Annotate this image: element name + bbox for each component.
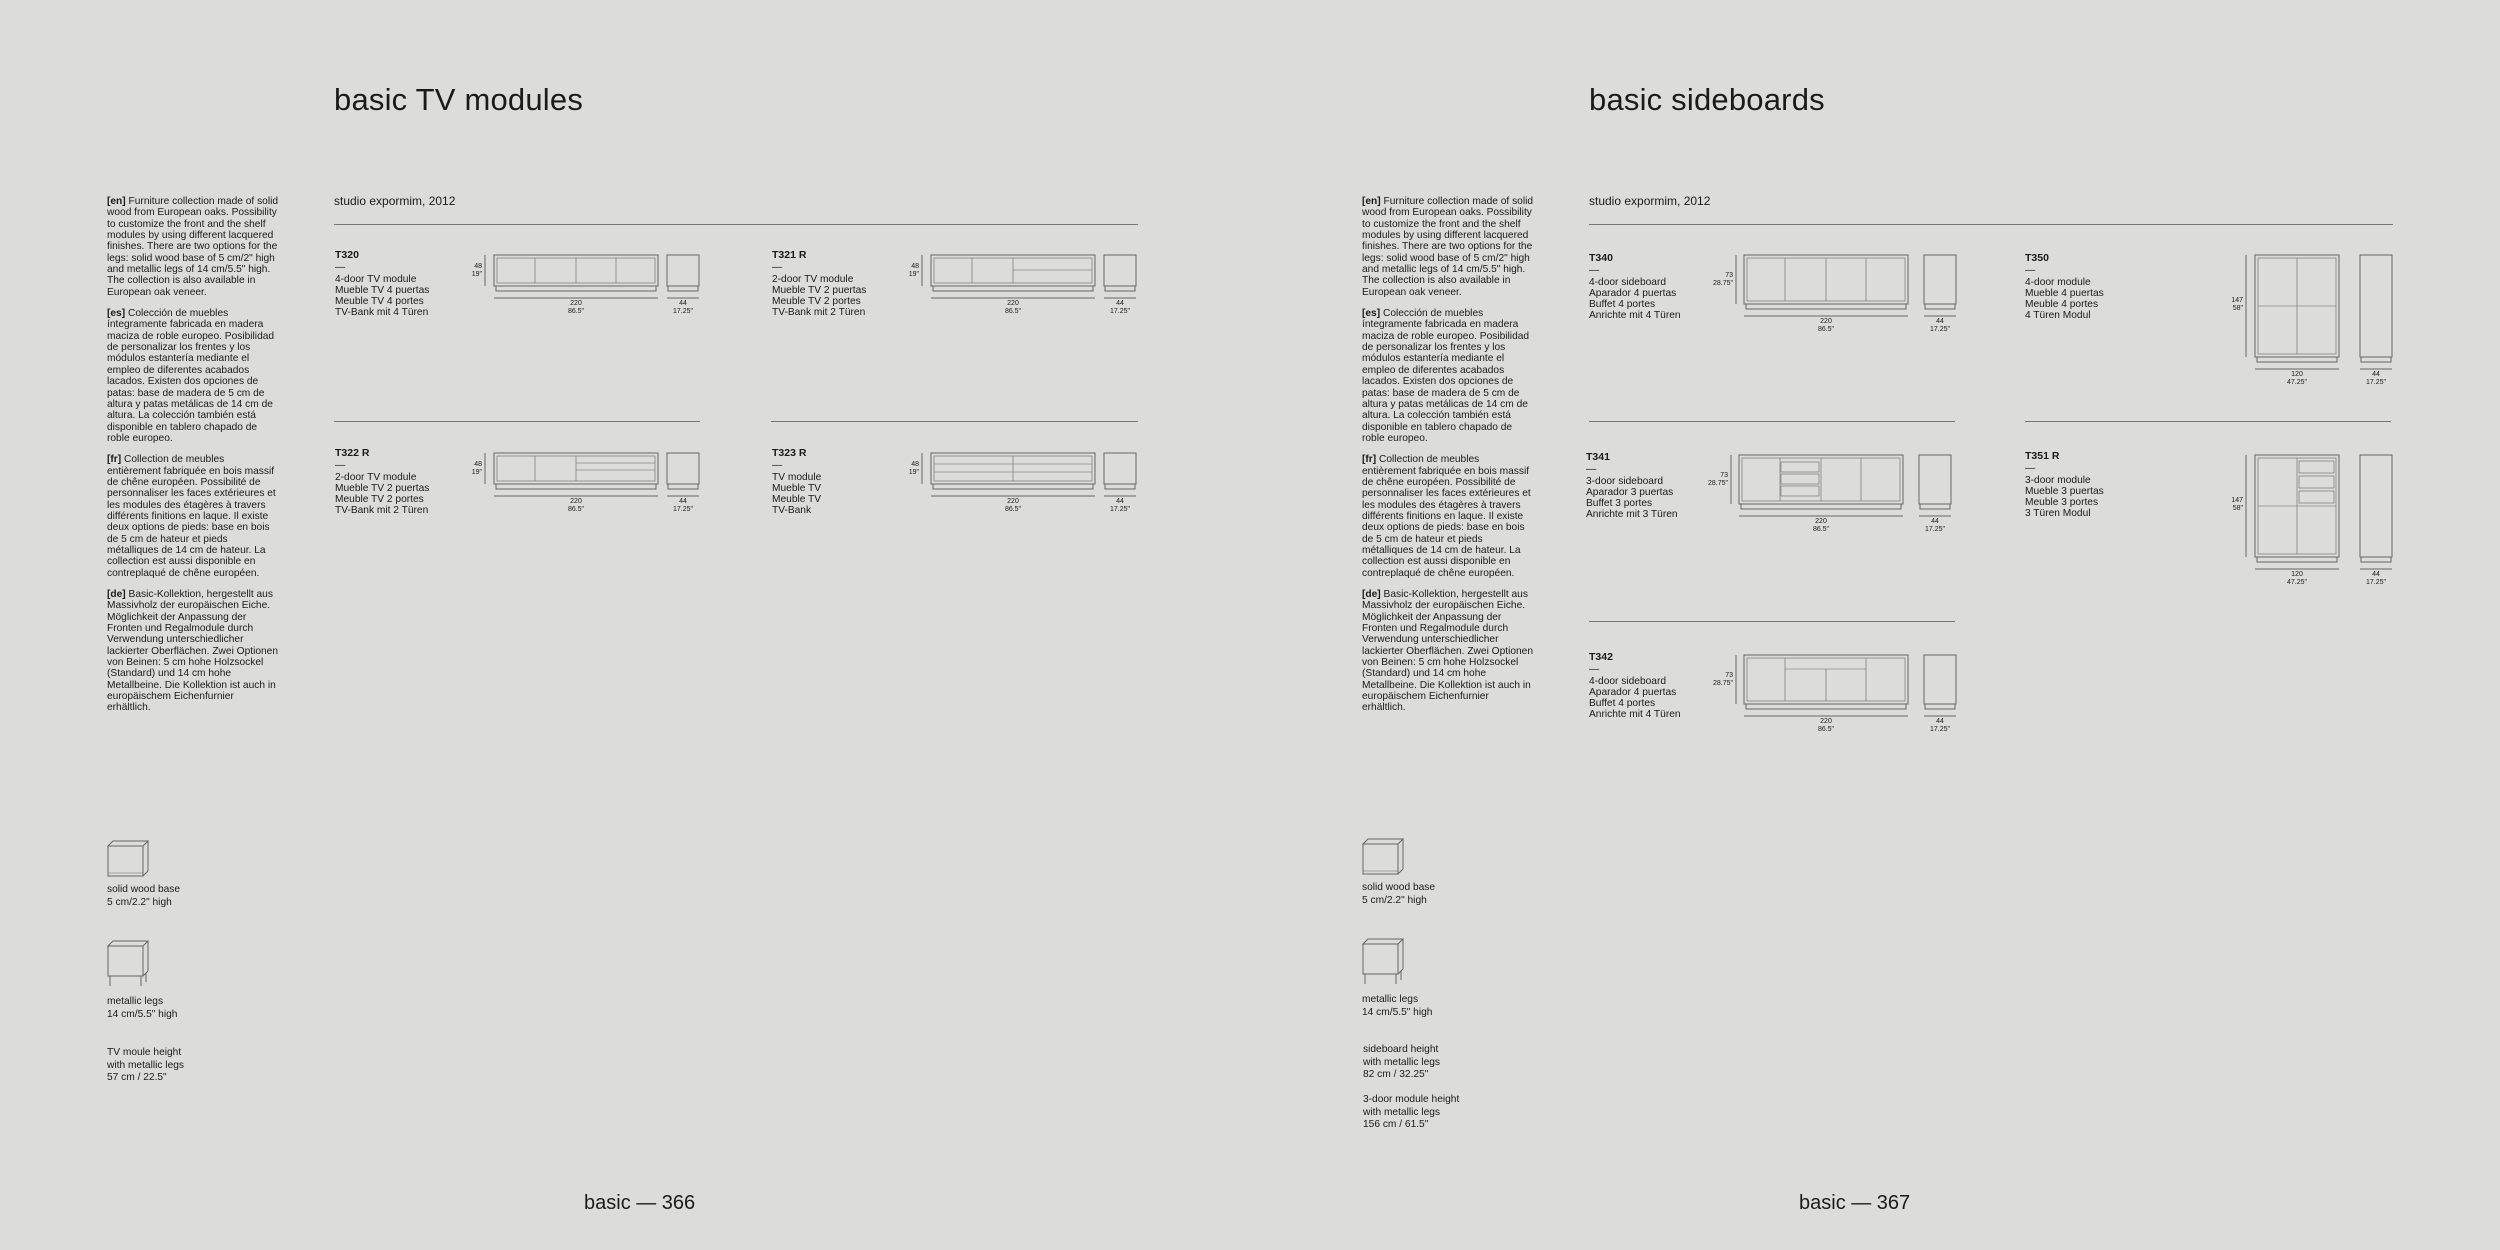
module-name-es: Aparador 4 puertas [1589,686,1677,698]
module-name-fr: Meuble TV 4 portes [335,296,424,308]
width-dimension: 220 86.5" [1004,498,1022,513]
module-name-de: 3 Türen Modul [2025,508,2091,520]
module-name-en: 4-door sideboard [1589,675,1667,687]
module-name-es: Mueble TV 4 puertas [335,284,430,296]
module-name-de: TV-Bank mit 2 Türen [772,307,866,319]
module-t323r-info [772,448,821,517]
collection-description [1362,196,1534,724]
module-name-en: 3-door sideboard [1586,475,1664,487]
module-dash: — [772,460,783,472]
module-dash: — [335,460,346,472]
module-height-note: 3-door module height with metallic legs 156 cm / 61.5" [1363,1094,1460,1130]
module-name-fr: Meuble 3 portes [2025,497,2099,509]
section-divider [1589,224,2393,225]
description-en: [en] Furniture collection made of solid wood from European oaks. Possibility to customize the front and the shelf modules by using different lacquered finishes. There are two options for the legs: solid wood base of 5 cm/2" high and metallic legs of 14 cm/5.5" high. The collection is also available in European oak veneer. [107,196,279,298]
module-dash: — [1589,265,1600,277]
depth-dimension: 44 17.25" [1929,318,1950,333]
module-dash: — [2025,265,2036,277]
height-dimension: 147 58" [2231,497,2243,512]
description-en: [en] Furniture collection made of solid wood from European oaks. Possibility to customize the front and the shelf modules by using different lacquered finishes. There are two options for the legs: solid wood base of 5 cm/2" high and metallic legs of 14 cm/5.5" high. The collection is also available in European oak veneer. [1362,196,1534,298]
module-name-fr: Buffet 4 portes [1589,698,1656,710]
wood-base-icon [1362,836,1404,885]
description-de: [de] Basic-Kollektion, hergestellt aus Massivholz der europäischen Eiche. Möglichkeit der Anpassung der Fronten und Regalmodule durch Verwendung unterschiedlicher lackierter Oberflächen. Zwei Optionen von Beinen: 5 cm hohe Holzsockel (Standard) und 14 cm hohe Metallbeine. Die Kollektion ist auch in europäischem Eichenfurnier erhältlich. [107,589,279,714]
module-name-en: TV module [772,471,822,483]
module-dash: — [1586,464,1597,476]
description-fr: [fr] Collection de meubles entièrement fabriquée en bois massif de chêne européen. Possibilité de personnaliser les faces extérieures et les modules des étagères à travers différents finitions en laque. Il existe deux options de pieds: base en bois de 5 cm de hateur et pieds métalliques de 14 cm de hateur. La collection est aussi disponible en contreplaqué de chêne européen. [1362,454,1531,579]
description-es: [es] Colección de muebles íntegramente fabricada en madera maciza de roble europeo. Posibilidad de personalizar los frentes y los módulos estantería mediante el empleo de diferentes acabados lacados. Existen dos opciones de patas: base de madera de 5 cm de altura y patas metálicas de 14 cm de altura. La colección también está disponible en tablero chapado de roble europeo. [107,308,275,444]
depth-dimension: 44 17.25" [1929,718,1950,733]
module-code: T322 R [335,447,370,459]
module-t322r-drawing [470,450,710,520]
module-dash: — [2025,463,2036,475]
module-t320-info [335,250,429,319]
height-dimension: 48 19" [908,461,919,476]
wood-base-label: solid wood base 5 cm/2.2" high [107,884,181,908]
module-name-de: Anrichte mit 4 Türen [1589,709,1681,721]
module-name-de: TV-Bank mit 4 Türen [335,307,429,319]
module-code: T323 R [772,447,807,459]
depth-dimension: 44 17.25" [1924,518,1945,533]
height-dimension: 73 28.75" [1712,272,1733,287]
module-name-es: Mueble TV [772,482,822,494]
module-name-es: Mueble TV 2 puertas [772,284,867,296]
depth-dimension: 44 17.25" [1109,300,1130,315]
module-name-de: Anrichte mit 4 Türen [1589,310,1681,322]
module-dash: — [772,262,783,274]
wood-base-icon [107,838,149,887]
module-t322r-info [335,448,429,517]
module-t342-drawing [1712,652,1970,742]
height-dimension: 73 28.75" [1707,472,1728,487]
module-code: T351 R [2025,450,2060,462]
page-title-tv-modules: basic TV modules [334,82,584,117]
description-fr: [fr] Collection de meubles entièrement fabriquée en bois massif de chêne européen. Possibilité de personnaliser les faces extérieures et les modules des étagères à travers différents finitions en laque. Il existe deux options de pieds: base en bois de 5 cm de hateur et pieds métalliques de 14 cm de hateur. La collection est aussi disponible en contreplaqué de chêne européen. [107,454,276,579]
module-t351r-drawing [2230,452,2390,592]
width-dimension: 220 86.5" [567,300,585,315]
height-dimension: 48 19" [908,263,919,278]
description-es: [es] Colección de muebles íntegramente fabricada en madera maciza de roble europeo. Posibilidad de personalizar los frentes y los módulos estantería mediante el empleo de diferentes acabados lacados. Existen dos opciones de patas: base de madera de 5 cm de altura y patas metálicas de 14 cm de altura. La colección también está disponible en tablero chapado de roble europeo. [1362,308,1530,444]
section-divider [771,421,1138,422]
module-name-en: 4-door sideboard [1589,276,1667,288]
height-dimension: 48 19" [471,461,482,476]
module-t340-drawing [1712,252,1970,342]
module-name-fr: Meuble TV 2 portes [335,494,424,506]
sideboard-height-note: sideboard height with metallic legs 82 cm / 32.25" [1363,1044,1440,1080]
module-name-en: 2-door TV module [772,273,854,285]
module-name-fr: Meuble 4 portes [2025,299,2099,311]
module-code: T320 [335,249,359,261]
height-dimension: 48 19" [471,263,482,278]
module-t323r-drawing [907,450,1147,520]
width-dimension: 220 86.5" [1812,518,1830,533]
width-dimension: 120 47.25" [2286,371,2307,386]
module-name-fr: Meuble TV 2 portes [772,296,861,308]
module-name-de: TV-Bank mit 2 Türen [335,505,429,517]
metallic-legs-label: metallic legs 14 cm/5.5" high [107,996,178,1020]
depth-dimension: 44 17.25" [672,498,693,513]
width-dimension: 220 86.5" [1817,318,1835,333]
width-dimension: 220 86.5" [1817,718,1835,733]
module-code: T342 [1589,651,1613,663]
module-name-de: TV-Bank [772,505,812,517]
metallic-legs-label: metallic legs 14 cm/5.5" high [1362,994,1433,1018]
collection-description [107,196,279,724]
module-name-de: Anrichte mit 3 Türen [1586,509,1678,521]
module-code: T340 [1589,252,1613,264]
width-dimension: 120 47.25" [2286,571,2307,586]
section-divider [334,421,700,422]
module-name-es: Mueble 4 puertas [2025,287,2104,299]
page-number-right: basic — 367 [1799,1192,1911,1214]
module-t341-drawing [1707,452,1965,542]
module-name-fr: Buffet 4 portes [1589,299,1656,311]
designer-credit: studio expormim, 2012 [1589,194,1711,208]
module-name-en: 2-door TV module [335,471,417,483]
height-dimension: 73 28.75" [1712,672,1733,687]
depth-dimension: 44 17.25" [2365,571,2386,586]
wood-base-label: solid wood base 5 cm/2.2" high [1362,882,1436,906]
module-name-es: Mueble TV 2 puertas [335,482,430,494]
module-t341-info [1586,452,1678,521]
depth-dimension: 44 17.25" [1109,498,1130,513]
module-dash: — [1589,664,1600,676]
module-code: T321 R [772,249,807,261]
width-dimension: 220 86.5" [1004,300,1022,315]
module-name-es: Mueble 3 puertas [2025,485,2104,497]
tv-module-height-note: TV moule height with metallic legs 57 cm / 22.5" [107,1047,184,1083]
module-code: T350 [2025,252,2049,264]
depth-dimension: 44 17.25" [2365,371,2386,386]
section-divider [1589,421,1955,422]
module-t342-info [1589,652,1681,721]
module-name-en: 4-door TV module [335,273,417,285]
metallic-legs-icon [107,938,149,995]
width-dimension: 220 86.5" [567,498,585,513]
module-name-en: 3-door module [2025,474,2091,486]
depth-dimension: 44 17.25" [672,300,693,315]
page-title-sideboards: basic sideboards [1589,82,1825,117]
module-t320-drawing [470,252,710,322]
module-name-fr: Buffet 3 portes [1586,498,1653,510]
designer-credit: studio expormim, 2012 [334,194,456,208]
section-divider [1589,621,1955,622]
section-divider [2025,421,2391,422]
module-name-en: 4-door module [2025,276,2091,288]
module-t321r-info [772,250,866,319]
module-t350-drawing [2230,252,2390,392]
module-name-fr: Meuble TV [772,494,822,506]
module-code: T341 [1586,451,1610,463]
page-number-left: basic — 366 [584,1192,696,1214]
description-de: [de] Basic-Kollektion, hergestellt aus Massivholz der europäischen Eiche. Möglichkeit der Anpassung der Fronten und Regalmodule durch Verwendung unterschiedlicher lackierter Oberflächen. Zwei Optionen von Beinen: 5 cm hohe Holzsockel (Standard) und 14 cm hohe Metallbeine. Die Kollektion ist auch in europäischem Eichenfurnier erhältlich. [1362,589,1534,714]
module-t351r-info [2025,451,2104,520]
module-dash: — [335,262,346,274]
module-t321r-drawing [907,252,1147,322]
module-t350-info [2025,253,2104,322]
module-t340-info [1589,253,1681,322]
section-divider [334,224,1138,225]
module-name-es: Aparador 3 puertas [1586,486,1674,498]
module-name-de: 4 Türen Modul [2025,310,2091,322]
height-dimension: 147 58" [2231,297,2243,312]
module-name-es: Aparador 4 puertas [1589,287,1677,299]
metallic-legs-icon [1362,936,1404,993]
